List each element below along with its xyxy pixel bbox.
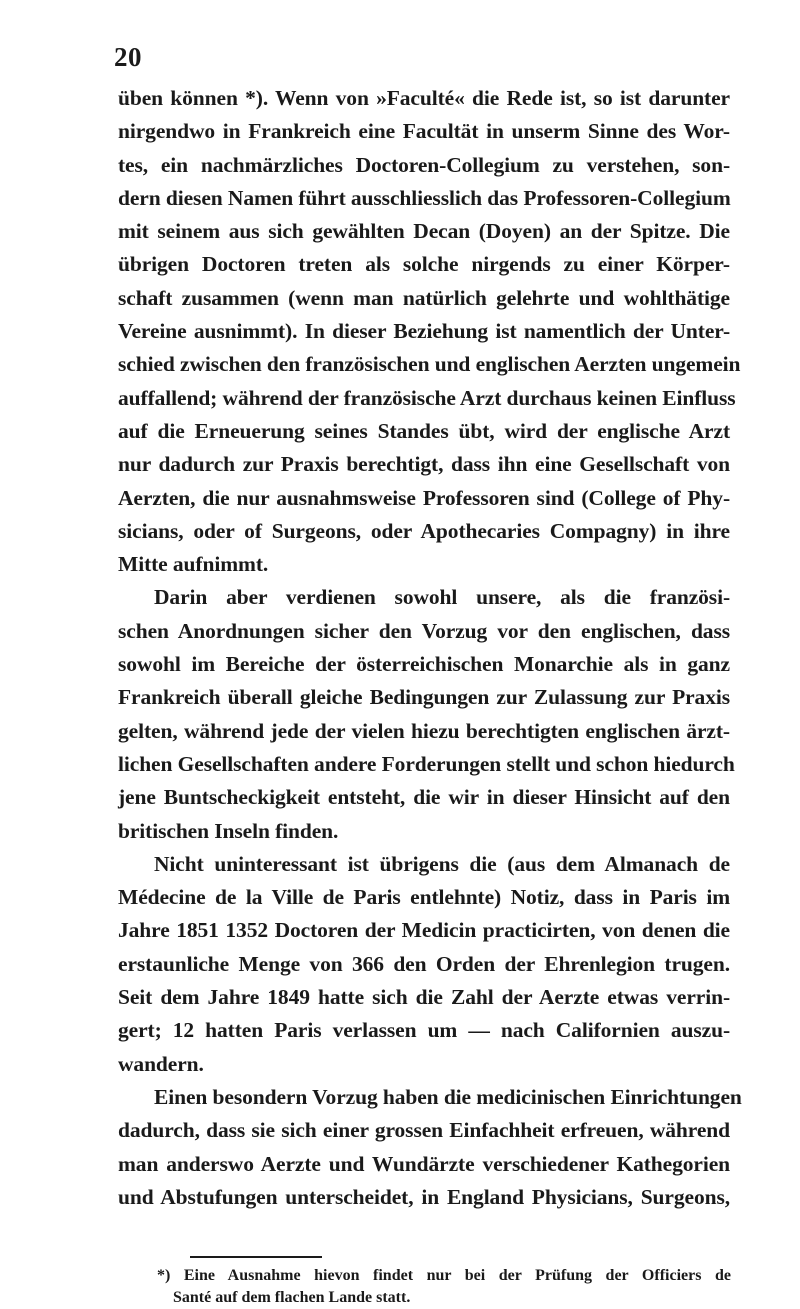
text-line: üben können *). Wenn von »Faculté« die Rede ist, so ist darunter — [118, 86, 730, 110]
text-line: Mitte aufnimmt. — [118, 552, 269, 577]
text-line: Jahre 1851 1352 Doctoren der Medicin practicirten, von denen die — [118, 918, 730, 943]
text-line: mit seinem aus sich gewählten Decan (Doyen) an der Spitze. Die — [118, 219, 730, 244]
text-line: auffallend; während der französische Arzt durchaus keinen Einfluss — [118, 385, 736, 410]
body-text — [118, 82, 742, 1214]
text-line: sowohl im Bereiche der österreichischen Monarchie als in ganz — [118, 652, 730, 677]
text-line: britischen Inseln finden. — [118, 818, 339, 843]
text-line: gert; 12 hatten Paris verlassen um — nach Californien auszu- — [118, 1018, 730, 1043]
text-line: Médecine de la Ville de Paris entlehnte) Notiz, dass in Paris im — [118, 885, 730, 910]
text-line: Vereine ausnimmt). In dieser Beziehung ist namentlich der Unter- — [118, 319, 730, 344]
text-line: man anderswo Aerzte und Wundärzte verschiedener Kathegorien — [118, 1151, 730, 1176]
text-line: sicians, oder of Surgeons, oder Apothecaries Compagny) in ihre — [118, 518, 730, 543]
page-number: 20 — [114, 42, 142, 72]
text-line: nirgendwo in Frankreich eine Facultät in unserm Sinne des Wor- — [118, 119, 730, 144]
text-line: auf die Erneuerung seines Standes übt, wird der englische Arzt — [118, 418, 730, 443]
footnote-divider — [190, 1256, 322, 1258]
text-line: Darin aber verdienen sowohl unsere, als die französi- — [154, 585, 730, 610]
text-line: gelten, während jede der vielen hiezu berechtigten englischen ärzt- — [118, 718, 730, 743]
text-line: dern diesen Namen führt ausschliesslich das Professoren-Collegium — [118, 185, 731, 210]
footnote-line: *) Eine Ausnahme hievon findet nur bei der Prüfung der Officiers de — [157, 1267, 731, 1284]
text-line: schied zwischen den französischen und englischen Aerzten ungemein — [118, 352, 741, 377]
text-line: Aerzten, die nur ausnahmsweise Professoren sind (College of Phy- — [118, 485, 730, 510]
text-line: lichen Gesellschaften andere Forderungen stellt und schon hiedurch — [118, 751, 735, 776]
text-line: erstaunliche Menge von 366 den Orden der Ehrenlegion trugen. — [118, 951, 730, 976]
text-line: schaft zusammen (wenn man natürlich gelehrte und wohlthätige — [118, 285, 730, 310]
text-line: Nicht uninteressant ist übrigens die (aus dem Almanach de — [154, 851, 730, 876]
text-line: dadurch, dass sie sich einer grossen Einfachheit erfreuen, während — [118, 1118, 730, 1143]
text-line: Einen besondern Vorzug haben die medicinischen Einrichtungen — [154, 1084, 742, 1109]
text-line: schen Anordnungen sicher den Vorzug vor den englischen, dass — [118, 618, 730, 643]
text-line: wandern. — [118, 1051, 204, 1076]
text-line: übrigen Doctoren treten als solche nirgends zu einer Körper- — [118, 252, 730, 277]
text-line: nur dadurch zur Praxis berechtigt, dass ihn eine Gesellschaft von — [118, 452, 730, 477]
text-line: Frankreich überall gleiche Bedingungen zur Zulassung zur Praxis — [118, 685, 730, 710]
text-line: tes, ein nachmärzliches Doctoren-Collegium zu verstehen, son- — [118, 152, 730, 177]
text-line: jene Buntscheckigkeit entsteht, die wir in dieser Hinsicht auf den — [118, 785, 730, 810]
text-line: Seit dem Jahre 1849 hatte sich die Zahl der Aerzte etwas verrin- — [118, 985, 730, 1010]
text-line: und Abstufungen unterscheidet, in England Physicians, Surgeons, — [118, 1184, 730, 1209]
footnote — [157, 1265, 731, 1309]
footnote-line: Santé auf dem flachen Lande statt. — [173, 1289, 411, 1306]
